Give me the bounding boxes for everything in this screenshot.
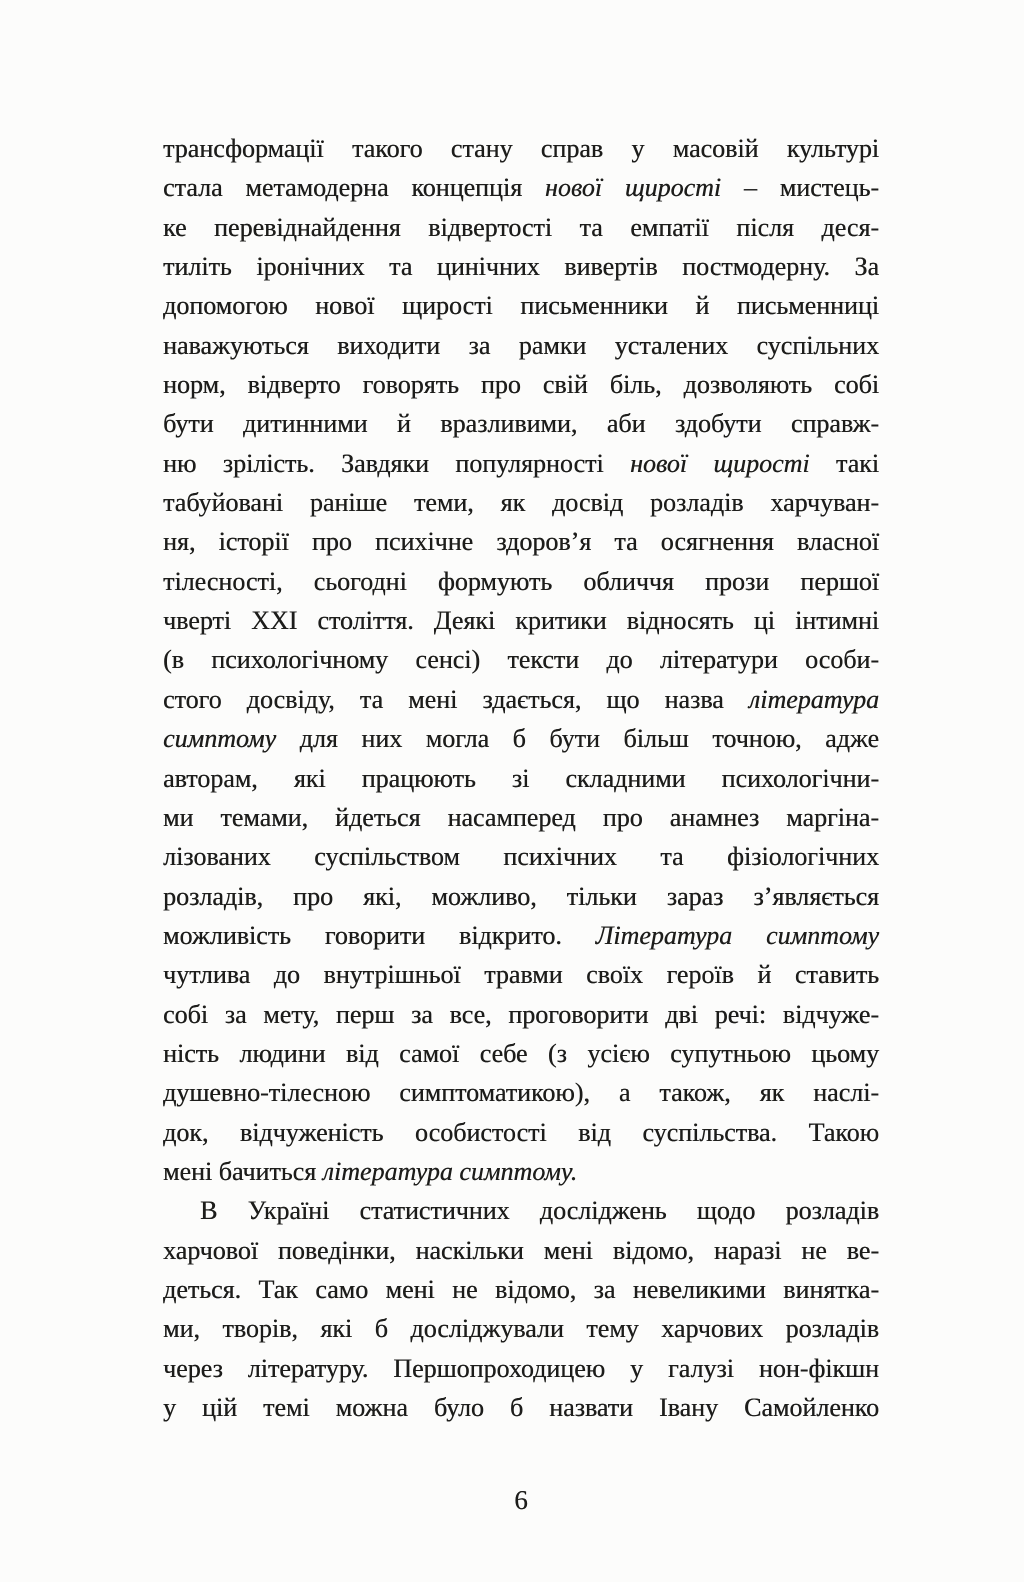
text-segment: ню зрілість. Завдяки популярності [163, 448, 630, 478]
text-segment: харчової поведінки, наскільки мені відомо, наразі не ве- [163, 1235, 879, 1265]
text-segment: В Україні статистичних досліджень щодо розладів [200, 1196, 879, 1226]
text-line [163, 1388, 879, 1427]
text-line [163, 1231, 879, 1270]
text-segment: допомогою нової щирості письменники й письменниці [163, 291, 879, 321]
text-segment: ми, творів, які б досліджували тему харчових розладів [163, 1314, 879, 1344]
text-segment: чутлива до внутрішньої травми своїх героїв й ставить [163, 960, 879, 990]
text-line [163, 208, 879, 247]
text-segment: такі [809, 448, 879, 478]
text-line [163, 562, 879, 601]
text-line [163, 404, 879, 443]
text-line [163, 798, 879, 837]
text-line [163, 877, 879, 916]
text-line [163, 365, 879, 404]
text-segment: док, відчуженість особистості від суспільства. Такою [163, 1117, 879, 1147]
text-segment: – мистець- [721, 173, 879, 203]
text-line [163, 640, 879, 679]
text-line [163, 995, 879, 1034]
text-line [163, 1034, 879, 1073]
text-line [163, 483, 879, 522]
text-segment: трансформації такого стану справ у масовій культурі [163, 134, 879, 163]
text-line [163, 601, 879, 640]
text-segment: чверті XXI століття. Деякі критики відносять ці інтимні [163, 606, 879, 636]
text-segment: у цій темі можна було б назвати Івану Самойленко [163, 1393, 879, 1422]
text-line [163, 247, 879, 286]
text-line [163, 1349, 879, 1388]
text-line [163, 759, 879, 798]
text-line [163, 916, 879, 955]
text-segment: деться. Так само мені не відомо, за невеликими винятка- [163, 1274, 879, 1304]
page-number: 6 [514, 1485, 528, 1515]
text-segment: лізованих суспільством психічних та фізіологічних [163, 842, 879, 872]
text-segment: ня, історії про психічне здоров’я та осягнення власної [163, 527, 879, 557]
text-line [163, 326, 879, 365]
text-segment: стала метамодерна концепція [163, 173, 545, 203]
text-segment: стого досвіду, та мені здається, що назва [163, 684, 749, 714]
text-segment: ми темами, йдеться насамперед про анамнез маргіна- [163, 802, 879, 832]
text-line [163, 1191, 879, 1230]
text-line [163, 522, 879, 561]
text-line [163, 955, 879, 994]
text-segment: через літературу. Першопроходицею у галузі нон-фікшн [163, 1353, 879, 1383]
italic-text-segment: Література симптому [595, 920, 879, 950]
text-line [163, 1270, 879, 1309]
text-line [163, 286, 879, 325]
text-segment: (в психологічному сенсі) тексти до літератури особи- [163, 645, 879, 675]
italic-text-segment: література [748, 684, 879, 714]
text-line [163, 444, 879, 483]
text-line [163, 1309, 879, 1348]
text-segment: ке перевіднайдення відвертості та емпатії після деся- [163, 212, 879, 242]
text-line [163, 837, 879, 876]
page-text-block [163, 129, 879, 1427]
text-segment: можливість говорити відкрито. [163, 920, 596, 950]
text-segment: розладів, про які, можливо, тільки зараз з’являється [163, 881, 879, 911]
text-line [163, 129, 879, 168]
text-line [163, 1152, 879, 1191]
text-segment: тілесності, сьогодні формують обличчя прози першої [163, 566, 879, 596]
italic-text-segment: нової щирості [629, 448, 810, 478]
italic-text-segment: література симптому. [322, 1156, 578, 1186]
text-segment: для них могла б бути більш точною, адже [276, 724, 879, 754]
italic-text-segment: симптому [163, 724, 277, 754]
text-segment: норм, відверто говорять про свій біль, дозволяють собі [163, 370, 879, 400]
text-line [163, 719, 879, 758]
text-line [163, 168, 879, 207]
text-segment: бути дитинними й вразливими, аби здобути справж- [163, 409, 879, 439]
text-segment: табуйовані раніше теми, як досвід розладів харчуван- [163, 488, 879, 518]
text-segment: наважуються виходити за рамки усталених суспільних [163, 330, 879, 360]
text-segment: ність людини від самої себе (з усією супутньою цьому [163, 1038, 879, 1068]
text-segment: душевно-тілесною симптоматикою), а також, як наслі- [163, 1078, 879, 1108]
text-segment: собі за мету, перш за все, проговорити дві речі: відчуже- [163, 999, 879, 1029]
text-segment: авторам, які працюють зі складними психологічни- [163, 763, 879, 793]
text-line [163, 1113, 879, 1152]
italic-text-segment: нової щирості [544, 173, 722, 203]
text-line [163, 680, 879, 719]
text-segment: тиліть іронічних та цинічних вивертів постмодерну. За [163, 252, 879, 282]
text-segment: мені бачиться [163, 1156, 323, 1186]
text-line [163, 1073, 879, 1112]
